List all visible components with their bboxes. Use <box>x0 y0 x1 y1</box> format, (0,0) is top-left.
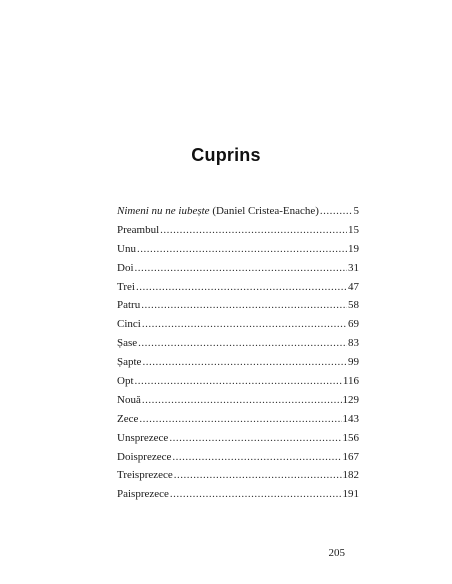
page-title: Cuprins <box>191 145 261 165</box>
toc-entry-title: Trei <box>117 280 135 293</box>
toc-entry-page: 182 <box>342 469 359 482</box>
toc-entry <box>117 278 359 297</box>
toc-entry-title: Unu <box>117 242 136 255</box>
toc-entry-title <box>117 202 319 221</box>
toc-entry <box>117 429 359 448</box>
dot-leader <box>160 221 347 240</box>
page-number: 205 <box>328 547 345 559</box>
dot-leader <box>170 485 342 504</box>
toc-entry-title: Doisprezece <box>117 450 172 463</box>
toc-entry-title: Șapte <box>117 356 142 369</box>
dot-leader <box>139 410 341 429</box>
toc-entry-title: Cinci <box>117 318 141 331</box>
dot-leader <box>172 448 341 467</box>
dot-leader <box>142 391 342 410</box>
toc-entry-italic-title: Nimeni nu ne iubește <box>117 205 210 217</box>
toc-entry-page: 15 <box>348 223 359 236</box>
toc-entry-page: 83 <box>348 337 359 350</box>
toc-entry <box>117 202 359 221</box>
toc-entry-page: 99 <box>348 356 359 369</box>
dot-leader <box>174 466 342 485</box>
toc-entry-page: 129 <box>342 393 359 406</box>
dot-leader <box>137 240 347 259</box>
dot-leader <box>169 429 341 448</box>
toc-entry <box>117 485 359 504</box>
toc-entry <box>117 466 359 485</box>
dot-leader <box>136 278 347 297</box>
toc-entry-title: Unsprezece <box>117 431 169 444</box>
toc-entry <box>117 448 359 467</box>
toc-entry-title: Șase <box>117 337 138 350</box>
toc-entry <box>117 315 359 334</box>
toc-entry <box>117 240 359 259</box>
toc-entry-page: 58 <box>348 299 359 312</box>
toc-entry-title: Patru <box>117 299 141 312</box>
toc-entry <box>117 353 359 372</box>
dot-leader <box>138 334 347 353</box>
dot-leader <box>142 353 347 372</box>
toc-entry-title: Nouă <box>117 393 141 406</box>
toc-entry <box>117 372 359 391</box>
toc-entry-page: 191 <box>342 488 359 501</box>
dot-leader <box>320 202 353 221</box>
toc-entry <box>117 221 359 240</box>
toc-entry-title: Opt <box>117 375 134 388</box>
dot-leader <box>142 315 347 334</box>
dot-leader <box>141 296 347 315</box>
toc-entry-page: 5 <box>353 205 359 217</box>
toc-entry-title: Treisprezece <box>117 469 173 482</box>
toc-entry-page: 19 <box>348 242 359 255</box>
toc-entry-page: 116 <box>342 375 359 388</box>
table-of-contents <box>117 202 359 504</box>
toc-entry-page: 143 <box>342 412 359 425</box>
toc-entry-page: 167 <box>342 450 359 463</box>
toc-entry-title: Preambul <box>117 223 160 236</box>
dot-leader <box>135 372 342 391</box>
toc-entry-page: 47 <box>348 280 359 293</box>
toc-entry <box>117 259 359 278</box>
toc-entry-title: Zece <box>117 412 139 425</box>
toc-entry-author: (Daniel Cristea-Enache) <box>209 205 319 217</box>
toc-entry <box>117 296 359 315</box>
toc-entry <box>117 410 359 429</box>
toc-entry-page: 31 <box>348 261 359 274</box>
toc-entry-title: Paisprezece <box>117 488 169 501</box>
toc-entry-page: 69 <box>348 318 359 331</box>
dot-leader <box>135 259 348 278</box>
toc-entry-title: Doi <box>117 261 134 274</box>
toc-entry <box>117 391 359 410</box>
toc-entry-page: 156 <box>342 431 359 444</box>
toc-entry <box>117 334 359 353</box>
